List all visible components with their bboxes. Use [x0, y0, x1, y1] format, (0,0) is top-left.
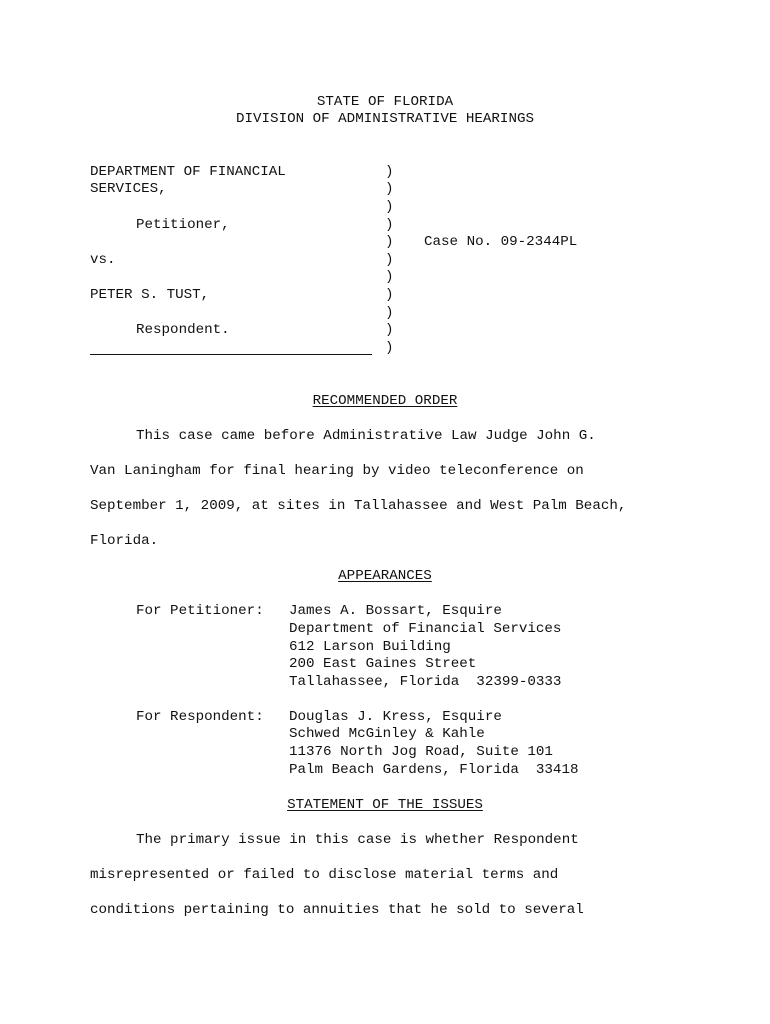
caption-divider-rule	[90, 354, 372, 355]
intro-paragraph-line: Florida.	[90, 533, 159, 549]
petitioner-name-line1: DEPARTMENT OF FINANCIAL	[90, 164, 286, 180]
recommended-order-heading	[0, 393, 770, 410]
caption-paren: )	[385, 269, 394, 285]
respondent-role: Respondent.	[136, 322, 230, 338]
petitioner-counsel-line: Department of Financial Services	[289, 621, 562, 637]
respondent-counsel-line: 11376 North Jog Road, Suite 101	[289, 744, 553, 760]
issues-heading	[0, 797, 770, 814]
petitioner-name-line2: SERVICES,	[90, 181, 167, 197]
petitioner-counsel-line: James A. Bossart, Esquire	[289, 603, 502, 619]
issues-paragraph-line: The primary issue in this case is whether Respondent	[136, 832, 579, 848]
caption-paren: )	[385, 217, 394, 233]
case-number: Case No. 09-2344PL	[424, 234, 578, 250]
intro-paragraph-line: September 1, 2009, at sites in Tallahassee and West Palm Beach,	[90, 498, 627, 514]
caption-paren: )	[385, 252, 394, 268]
issues-paragraph-line: conditions pertaining to annuities that he sold to several	[90, 902, 584, 918]
caption-paren: )	[385, 181, 394, 197]
court-division: DIVISION OF ADMINISTRATIVE HEARINGS	[236, 111, 534, 127]
issues-heading-text: STATEMENT OF THE ISSUES	[287, 797, 483, 813]
issues-paragraph-line: misrepresented or failed to disclose material terms and	[90, 867, 559, 883]
caption-paren: )	[385, 305, 394, 321]
intro-paragraph-line: This case came before Administrative Law Judge John G.	[136, 428, 596, 444]
respondent-name: PETER S. TUST,	[90, 287, 210, 303]
caption-paren: )	[385, 287, 394, 303]
recommended-order-heading-text: RECOMMENDED ORDER	[312, 393, 458, 409]
petitioner-counsel-line: 200 East Gaines Street	[289, 656, 477, 672]
appearances-heading	[0, 568, 770, 585]
petitioner-counsel-label: For Petitioner:	[136, 603, 264, 619]
respondent-counsel-line: Schwed McGinley & Kahle	[289, 726, 485, 742]
versus-text: vs.	[90, 252, 116, 268]
appearances-heading-text: APPEARANCES	[338, 568, 432, 584]
caption-paren: )	[385, 199, 394, 215]
intro-paragraph-line: Van Laningham for final hearing by video teleconference on	[90, 463, 584, 479]
respondent-counsel-line: Douglas J. Kress, Esquire	[289, 709, 502, 725]
caption-paren: )	[385, 322, 394, 338]
respondent-counsel-label: For Respondent:	[136, 709, 264, 725]
court-state: STATE OF FLORIDA	[316, 94, 454, 110]
respondent-counsel-line: Palm Beach Gardens, Florida 33418	[289, 762, 579, 778]
petitioner-role: Petitioner,	[136, 217, 230, 233]
petitioner-counsel-line: Tallahassee, Florida 32399-0333	[289, 674, 562, 690]
caption-paren: )	[385, 164, 394, 180]
petitioner-counsel-line: 612 Larson Building	[289, 639, 451, 655]
caption-paren: )	[385, 340, 394, 356]
caption-paren: )	[385, 234, 394, 250]
